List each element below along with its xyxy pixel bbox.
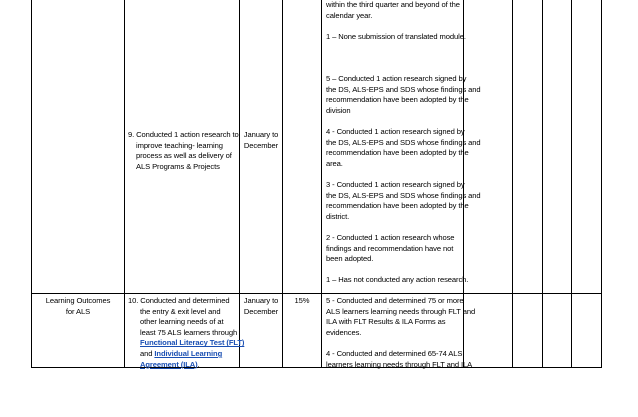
- rubric-line: calendar year.: [326, 10, 373, 20]
- rubric-line: evidences.: [326, 327, 362, 337]
- flt-link[interactable]: Functional Literacy Test (FLT): [140, 338, 245, 348]
- weight-cell: 15%: [294, 296, 310, 305]
- rubric-line: [326, 42, 481, 53]
- rubric-line: 2 - Conducted 1 action research whose: [326, 233, 455, 243]
- indicator-cell: [128, 296, 244, 370]
- rubric-line: area.: [326, 158, 343, 168]
- table-row-divider: [31, 293, 602, 294]
- indicator-line: other learning needs of at: [140, 317, 224, 327]
- indicator-cell: [128, 130, 239, 172]
- timeline-cell: [240, 130, 282, 151]
- rubric-line: 1 – Has not conducted any action research.: [326, 275, 469, 285]
- timeline-line: December: [243, 140, 279, 150]
- timeline-line: January to: [243, 130, 279, 139]
- table-border-bottom: [31, 367, 602, 368]
- indicator-link-line: [128, 338, 244, 349]
- rubric-line: division: [326, 105, 351, 115]
- timeline-cell: [240, 296, 282, 317]
- rubric-line: 5 – Conducted 1 action research signed by: [326, 74, 467, 84]
- rubric-line: been adopted.: [326, 254, 374, 264]
- table-divider-timeline: [282, 0, 283, 368]
- rubric-line: the DS, ALS-EPS and SDS whose findings and: [326, 84, 481, 94]
- table-divider-col8: [542, 0, 543, 368]
- indicator-line: improve teaching- learning: [136, 140, 223, 150]
- rubric-line: the DS, ALS-EPS and SDS whose findings and: [326, 137, 481, 147]
- rubric-line: [326, 117, 481, 128]
- indicator-line: 10. Conducted and determined: [128, 296, 230, 305]
- rubric-line: ALS learners learning needs through FLT and: [326, 306, 476, 316]
- ila-link-continued[interactable]: Agreement (ILA): [140, 359, 198, 369]
- rubric-line: within the third quarter and beyond of the: [326, 0, 460, 9]
- kra-line: for ALS: [65, 306, 91, 316]
- rubric-line: [326, 64, 481, 75]
- rubric-line: district.: [326, 211, 350, 221]
- kra-cell: [32, 296, 124, 317]
- rubric-line: ILA with FLT Results & ILA Forms as: [326, 317, 446, 327]
- indicator-line: 9. Conducted 1 action research to: [128, 130, 239, 139]
- rubric-line: [326, 53, 481, 64]
- rubric-line: 1 – None submission of translated module.: [326, 31, 466, 41]
- table-divider-kra: [124, 0, 125, 368]
- table-divider-weight: [321, 0, 322, 368]
- indicator-line: the entry & exit level and: [140, 306, 221, 316]
- rubric-line: [326, 338, 475, 349]
- indicator-link-line: [128, 349, 244, 360]
- trailing-period: .: [197, 359, 200, 369]
- indicator-line: least 75 ALS learners through: [140, 327, 238, 337]
- rubric-line: learners learning needs through FLT and ILA: [326, 359, 473, 369]
- rubric-line: 4 - Conducted 1 action research signed by: [326, 127, 465, 137]
- rubric-line: the DS, ALS-EPS and SDS whose findings and: [326, 190, 481, 200]
- indicator-line: ALS Programs & Projects: [136, 161, 220, 171]
- table-divider-col9: [571, 0, 572, 368]
- rubric-line: [326, 21, 481, 32]
- rubric-line: [326, 222, 481, 233]
- indicator-line: process as well as delivery of: [136, 151, 232, 161]
- rubric-line: 3 - Conducted 1 action research signed by: [326, 180, 465, 190]
- rubric-line: recommendation have been adopted by the: [326, 95, 469, 105]
- rubric-line: [326, 265, 481, 276]
- rubric-cell: [326, 0, 481, 286]
- rubric-line: [326, 170, 481, 181]
- indicator-link-line: [128, 360, 244, 371]
- rubric-cell: [326, 296, 475, 370]
- rubric-line: recommendation have been adopted by the: [326, 201, 469, 211]
- table-border-right: [601, 0, 602, 368]
- kra-line: Learning Outcomes: [45, 296, 111, 305]
- rubric-line: 5 - Conducted and determined 75 or more: [326, 296, 464, 305]
- timeline-line: December: [243, 306, 279, 316]
- table-divider-col7: [512, 0, 513, 368]
- conjunction-text: and: [140, 348, 155, 358]
- ila-link[interactable]: Individual Learning: [154, 348, 223, 358]
- rubric-line: findings and recommendation have not: [326, 243, 454, 253]
- timeline-line: January to: [243, 296, 279, 305]
- rubric-line: 4 - Conducted and determined 65-74 ALS: [326, 348, 463, 358]
- rubric-line: recommendation have been adopted by the: [326, 148, 469, 158]
